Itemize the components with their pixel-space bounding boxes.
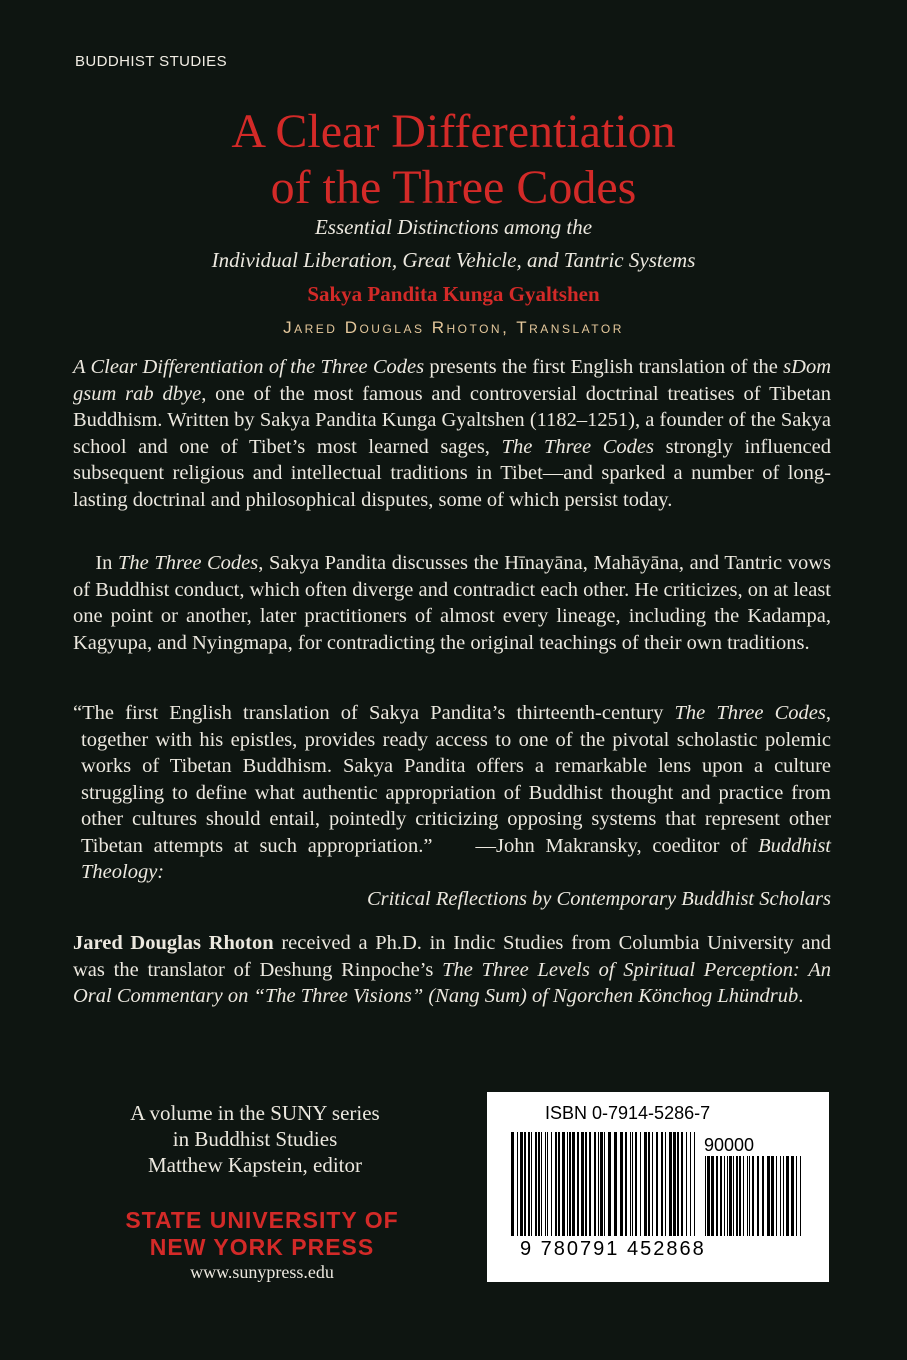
translator-credit: Jared Douglas Rhoton, Translator <box>283 318 624 337</box>
barcode-bar <box>656 1132 658 1236</box>
bio-work: The Three Levels of Spiritual Perception: An Oral Commentary on “The Three Visions” (Nang Sum) of Ngorchen Könchog Lhündrub <box>73 958 831 1007</box>
barcode-bar <box>558 1132 560 1236</box>
series-line-2: in Buddhist Studies <box>172 1127 338 1151</box>
barcode-bar <box>749 1156 750 1236</box>
barcode-bar <box>783 1156 784 1236</box>
barcode-bar <box>614 1132 617 1236</box>
isbn-digits: 9 780791 452868 <box>520 1238 706 1260</box>
subtitle-line-1: Essential Distinctions among the <box>314 215 593 239</box>
barcode-bar <box>535 1132 537 1236</box>
barcode-bar <box>598 1132 599 1236</box>
barcode-bar <box>707 1156 710 1236</box>
price-code: 90000 <box>704 1135 755 1155</box>
barcode-bar <box>762 1156 764 1236</box>
barcode-bar <box>648 1132 650 1236</box>
barcode-bar <box>531 1132 532 1236</box>
barcode-bar <box>524 1132 526 1236</box>
p2-text-a: In <box>95 552 119 574</box>
barcode-bar <box>743 1156 744 1236</box>
book-subtitle <box>0 211 907 277</box>
endorsement-quote <box>73 700 831 912</box>
barcode-bar <box>555 1132 557 1236</box>
barcode-bar <box>562 1132 565 1236</box>
translator-bio <box>73 930 831 1010</box>
barcode-bar <box>720 1156 722 1236</box>
barcode-bar <box>620 1132 623 1236</box>
barcode-bar <box>567 1132 568 1236</box>
p1-title: A Clear Differentiation of the Three Codes <box>73 356 425 378</box>
barcode-bar <box>800 1156 801 1236</box>
barcode-bar <box>589 1132 591 1236</box>
title-line-1: A Clear Differentiation <box>231 105 676 158</box>
barcode-bar <box>669 1132 672 1236</box>
bio-end: . <box>798 985 804 1007</box>
author-name: Sakya Pandita Kunga Gyaltshen <box>307 282 600 306</box>
p2-text-b: , Sakya Pandita discusses the Hīnayāna, Mahāyāna, and Tantric vows of Buddhist conduct, which often diverge and contradict each other. He criticizes, on at least one point or another, later practitioners of almost every lineage, including the Kadampa, Kagyupa, and Nyingmapa, for contradicting the original teachings of their own traditions. <box>73 552 832 654</box>
barcode-bar <box>677 1132 679 1236</box>
barcode-bar <box>727 1156 728 1236</box>
barcode-bar <box>520 1132 523 1236</box>
barcode-bar <box>511 1132 514 1236</box>
barcode-bar <box>694 1132 695 1236</box>
quote-text-a: “The first English translation of Sakya Pandita’s thirteenth-century <box>73 702 675 724</box>
barcode-bar <box>644 1132 647 1236</box>
barcode-bar <box>711 1156 714 1236</box>
p1-text-c: strongly influenced subsequent religious and intellectual traditions in Tibet—and sparked a number of long-lasting doctrinal and philosophical disputes, some of which persist today. <box>73 435 831 511</box>
p1-work: sDom gsum rab dbye <box>73 356 831 405</box>
barcode-bar <box>747 1156 748 1236</box>
series-info <box>95 1100 415 1178</box>
publisher-name <box>62 1207 462 1261</box>
barcode-bar <box>594 1132 596 1236</box>
series-category: BUDDHIST STUDIES <box>75 53 227 70</box>
barcode-bar <box>724 1156 725 1236</box>
publisher-line-2: NEW YORK PRESS <box>149 1234 375 1260</box>
publisher-website: www.sunypress.edu <box>190 1262 334 1282</box>
barcode-bar <box>572 1132 575 1236</box>
barcode-bar <box>538 1132 540 1236</box>
book-title <box>0 104 907 216</box>
barcode-panel <box>487 1092 829 1282</box>
barcode-bar <box>757 1156 759 1236</box>
barcode-bar <box>661 1132 663 1236</box>
quote-work: The Three Codes <box>674 702 826 724</box>
p1-short-title: The Three Codes <box>501 435 654 458</box>
isbn-barcode <box>511 1132 699 1236</box>
barcode-bar <box>733 1156 734 1236</box>
barcode-bar <box>569 1132 571 1236</box>
p2-short-title: The Three Codes <box>118 552 259 574</box>
series-line-1: A volume in the SUNY series <box>130 1101 380 1125</box>
barcode-bar <box>716 1156 718 1236</box>
barcode-bar <box>652 1132 653 1236</box>
publisher-line-1: STATE UNIVERSITY OF <box>125 1207 399 1233</box>
barcode-bar <box>547 1132 548 1236</box>
barcode-bar <box>690 1132 691 1236</box>
barcode-bar <box>681 1132 683 1236</box>
barcode-bar <box>767 1156 770 1236</box>
barcode-bar <box>541 1132 542 1236</box>
barcode-bar <box>604 1132 605 1236</box>
series-editor: Matthew Kapstein, editor <box>147 1153 363 1177</box>
barcode-bar <box>736 1156 738 1236</box>
barcode-bar <box>551 1132 552 1236</box>
barcode-bar <box>625 1132 627 1236</box>
barcode-bar <box>776 1156 777 1236</box>
quote-attribution: —John Makransky, coeditor of Buddhist Theology: <box>81 834 832 883</box>
barcode-bar <box>528 1132 530 1236</box>
barcode-bar <box>632 1132 633 1236</box>
attribution-work-2: Critical Reflections by Contemporary Buddhist Scholars <box>366 887 831 910</box>
barcode-bar <box>673 1132 676 1236</box>
barcode-bar <box>729 1156 732 1236</box>
barcode-bar <box>665 1132 666 1236</box>
barcode-bar <box>780 1156 781 1236</box>
barcode-bar <box>635 1132 637 1236</box>
p1-text-b: , one of the most famous and controversial doctrinal treatises of Tibetan Buddhism. Written by Sakya Pandita Kunga Gyaltshen (1182–1251), a founder of the Sakya school and one of Tibet’s most learned sages, <box>73 382 831 458</box>
barcode-bar <box>577 1132 579 1236</box>
barcode-bar <box>786 1156 789 1236</box>
price-barcode <box>705 1156 805 1236</box>
barcode-bar <box>791 1156 794 1236</box>
barcode-bar <box>585 1132 587 1236</box>
barcode-bar <box>640 1132 641 1236</box>
attribution-work-1: Buddhist Theology: <box>81 834 832 883</box>
barcode-bar <box>686 1132 687 1236</box>
barcode-bar <box>752 1156 754 1236</box>
barcode-bar <box>545 1132 546 1236</box>
barcode-bar <box>630 1132 631 1236</box>
barcode-bar <box>608 1132 611 1236</box>
title-line-2: of the Three Codes <box>270 161 637 214</box>
barcode-bar <box>739 1156 741 1236</box>
barcode-bar <box>796 1156 797 1236</box>
p1-text-a: presents the first English translation of the <box>424 356 784 378</box>
barcode-bar <box>581 1132 584 1236</box>
subtitle-line-2: Individual Liberation, Great Vehicle, and Tantric Systems <box>211 248 696 272</box>
isbn-label: ISBN 0-7914-5286-7 <box>545 1103 711 1123</box>
barcode-bar <box>600 1132 603 1236</box>
barcode-bar <box>705 1156 706 1236</box>
description-paragraph-1 <box>73 354 831 513</box>
bio-name: Jared Douglas Rhoton <box>73 932 274 954</box>
bio-text: received a Ph.D. in Indic Studies from Columbia University and was the translator of Deshung Rinpoche’s <box>73 932 831 981</box>
quote-text-b: , together with his epistles, provides ready access to one of the pivotal scholastic polemic works of Tibetan Buddhism. Sakya Pandita offers a remarkable lens upon a culture struggling to define what authentic appropriation of Buddhist thought and practice from other cultures should entail, pointedly criticizing opposing systems that represent other Tibetan attempts at such appropriation.” <box>81 702 831 857</box>
barcode-bar <box>517 1132 518 1236</box>
description-paragraph-2 <box>73 550 831 656</box>
barcode-bar <box>771 1156 774 1236</box>
